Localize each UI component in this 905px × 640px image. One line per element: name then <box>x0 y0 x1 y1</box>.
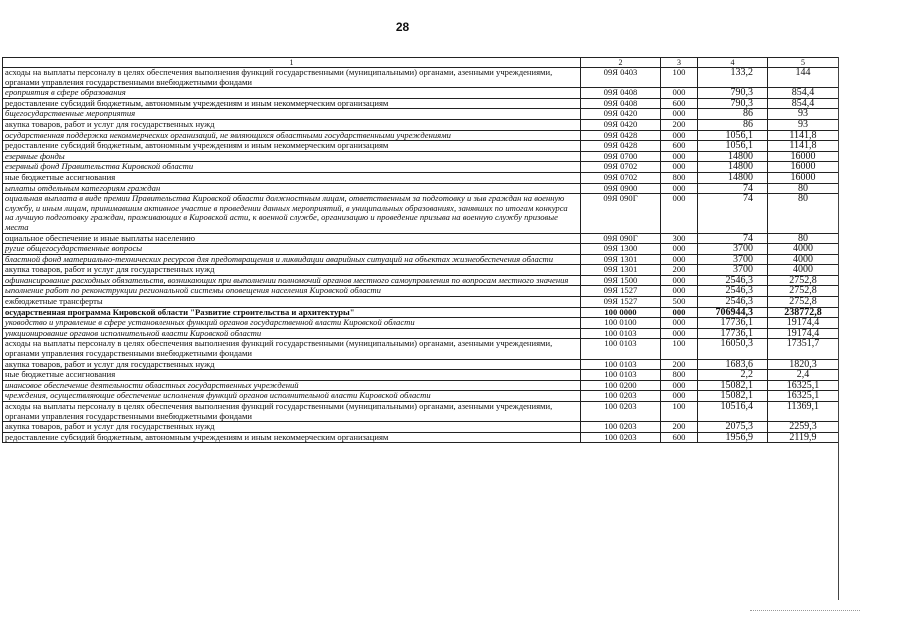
row-value-2014: 3700 <box>698 244 768 255</box>
row-name: оциальная выплата в виде премии Правительства Кировской области должностным лицам, ответственным за подготовку и зыв граждан на военную службу, и иным лицам, принимавшим активное участие в проведении данных мероприятий, в униципальных образованиях, занявших по итогам конкурса на лучшую подготовку граждан, проживающих в Кировской асти, к военной службе, организацию и проведение призыва на военную службу призовые места <box>3 194 581 233</box>
row-name: осударственная программа Кировской области "Развитие строительства и архитектуры" <box>3 307 581 318</box>
row-expense-type: 200 <box>661 119 698 130</box>
row-expense-type: 000 <box>661 275 698 286</box>
row-value-2014: 15082,1 <box>698 380 768 391</box>
header-col-1: 1 <box>3 58 581 68</box>
row-name: ежбюджетные трансферты <box>3 297 581 308</box>
table-row <box>3 339 839 359</box>
row-expense-type: 000 <box>661 244 698 255</box>
table-row <box>3 151 839 162</box>
row-name: инансовое обеспечение деятельности областных государственных учреждений <box>3 380 581 391</box>
row-expense-type: 000 <box>661 391 698 402</box>
right-margin-line <box>838 57 839 600</box>
row-code: 100 0103 <box>581 328 661 339</box>
table-row <box>3 88 839 99</box>
row-name: ыполнение работ по реконструкции региональной системы оповещения населения Кировской области <box>3 286 581 297</box>
row-name: ные бюджетные ассигнования <box>3 370 581 381</box>
row-name: ероприятия в сфере образования <box>3 88 581 99</box>
row-value-2014: 1056,1 <box>698 141 768 152</box>
row-code: 100 0100 <box>581 318 661 329</box>
row-name: бластной фонд материально-технических ресурсов для предотвращения и ликвидации аварийных ситуаций на объектах жизнеобеспечения области <box>3 254 581 265</box>
table-row <box>3 380 839 391</box>
row-value-2015: 16000 <box>768 151 839 162</box>
row-name: редоставление субсидий бюджетным, автономным учреждениям и иным некоммерческим организациям <box>3 432 581 443</box>
row-code: 09Я 0702 <box>581 162 661 173</box>
row-expense-type: 300 <box>661 233 698 244</box>
row-value-2015: 2752,8 <box>768 286 839 297</box>
row-code: 09Я 1527 <box>581 286 661 297</box>
row-value-2015: 2259,3 <box>768 422 839 433</box>
row-code: 09Я 1300 <box>581 244 661 255</box>
row-expense-type: 600 <box>661 141 698 152</box>
row-value-2015: 11369,1 <box>768 402 839 422</box>
row-value-2015: 4000 <box>768 244 839 255</box>
row-name: чреждения, осуществляющие обеспечение исполнения функций органов исполнительной власти Кировской области <box>3 391 581 402</box>
row-name: асходы на выплаты персоналу в целях обеспечения выполнения функций государственными (муниципальными) органами, азенными учреждениями, органами управления государственными внебюджетными фондами <box>3 402 581 422</box>
row-expense-type: 000 <box>661 194 698 233</box>
table-row <box>3 432 839 443</box>
row-expense-type: 000 <box>661 286 698 297</box>
row-value-2014: 16050,3 <box>698 339 768 359</box>
table-row <box>3 391 839 402</box>
row-code: 09Я 0428 <box>581 130 661 141</box>
row-code: 100 0203 <box>581 402 661 422</box>
table-row <box>3 422 839 433</box>
table-row <box>3 162 839 173</box>
row-name: езервный фонд Правительства Кировской области <box>3 162 581 173</box>
table-row <box>3 172 839 183</box>
row-expense-type: 600 <box>661 98 698 109</box>
row-expense-type: 000 <box>661 162 698 173</box>
row-expense-type: 000 <box>661 183 698 194</box>
row-code: 100 0203 <box>581 432 661 443</box>
row-code: 100 0103 <box>581 359 661 370</box>
row-code: 09Я 1527 <box>581 297 661 308</box>
row-value-2015: 1141,8 <box>768 141 839 152</box>
row-value-2014: 2,2 <box>698 370 768 381</box>
table-row <box>3 275 839 286</box>
row-code: 100 0200 <box>581 380 661 391</box>
table-row <box>3 402 839 422</box>
row-name: бщегосударственные мероприятия <box>3 109 581 120</box>
row-code: 09Я 0428 <box>581 141 661 152</box>
page-number: 28 <box>395 20 410 34</box>
row-value-2015: 16000 <box>768 162 839 173</box>
row-value-2015: 4000 <box>768 265 839 276</box>
row-expense-type: 500 <box>661 297 698 308</box>
row-code: 09Я 0408 <box>581 98 661 109</box>
row-value-2014: 706944,3 <box>698 307 768 318</box>
row-value-2015: 80 <box>768 233 839 244</box>
row-name: редоставление субсидий бюджетным, автономным учреждениям и иным некоммерческим организациям <box>3 141 581 152</box>
row-code: 09Я 0700 <box>581 151 661 162</box>
row-code: 09Я 090Г <box>581 194 661 233</box>
row-name: офинансирование расходных обязательств, возникающих при выполнении полномочий органов местного самоуправления по вопросам местного значения <box>3 275 581 286</box>
table-row <box>3 286 839 297</box>
row-name: акупка товаров, работ и услуг для государственных нужд <box>3 265 581 276</box>
row-expense-type: 000 <box>661 88 698 99</box>
row-value-2015: 238772,8 <box>768 307 839 318</box>
row-expense-type: 000 <box>661 109 698 120</box>
row-value-2014: 86 <box>698 119 768 130</box>
budget-table <box>2 57 839 443</box>
table-row <box>3 68 839 88</box>
row-value-2014: 15082,1 <box>698 391 768 402</box>
row-expense-type: 000 <box>661 130 698 141</box>
row-code: 09Я 0408 <box>581 88 661 99</box>
row-expense-type: 100 <box>661 402 698 422</box>
row-value-2015: 144 <box>768 68 839 88</box>
table-row <box>3 98 839 109</box>
header-col-4: 4 <box>698 58 768 68</box>
row-code: 09Я 1301 <box>581 254 661 265</box>
table-row <box>3 233 839 244</box>
row-expense-type: 200 <box>661 422 698 433</box>
row-name: ункционирование органов исполнительной власти Кировской области <box>3 328 581 339</box>
row-value-2014: 86 <box>698 109 768 120</box>
table-row <box>3 130 839 141</box>
table-row <box>3 194 839 233</box>
table-row <box>3 254 839 265</box>
row-expense-type: 000 <box>661 318 698 329</box>
row-value-2015: 80 <box>768 194 839 233</box>
row-value-2015: 80 <box>768 183 839 194</box>
row-value-2015: 16325,1 <box>768 391 839 402</box>
row-code: 100 0103 <box>581 370 661 381</box>
row-expense-type: 000 <box>661 328 698 339</box>
row-value-2014: 3700 <box>698 254 768 265</box>
row-code: 100 0203 <box>581 422 661 433</box>
row-expense-type: 100 <box>661 339 698 359</box>
row-value-2015: 1141,8 <box>768 130 839 141</box>
row-expense-type: 100 <box>661 68 698 88</box>
row-value-2015: 17351,7 <box>768 339 839 359</box>
table-row <box>3 328 839 339</box>
row-expense-type: 200 <box>661 265 698 276</box>
row-value-2015: 2119,9 <box>768 432 839 443</box>
row-name: асходы на выплаты персоналу в целях обеспечения выполнения функций государственными (муниципальными) органами, азенными учреждениями, органами управления государственными внебюджетными фондами <box>3 68 581 88</box>
row-value-2015: 19174,4 <box>768 318 839 329</box>
row-code: 100 0000 <box>581 307 661 318</box>
row-code: 100 0203 <box>581 391 661 402</box>
row-expense-type: 200 <box>661 359 698 370</box>
row-name: акупка товаров, работ и услуг для государственных нужд <box>3 422 581 433</box>
row-value-2014: 74 <box>698 233 768 244</box>
scan-artifact <box>750 610 860 611</box>
row-code: 09Я 090Г <box>581 233 661 244</box>
row-value-2014: 17736,1 <box>698 328 768 339</box>
table-row <box>3 109 839 120</box>
row-name: ные бюджетные ассигнования <box>3 172 581 183</box>
row-value-2014: 1956,9 <box>698 432 768 443</box>
row-value-2015: 16000 <box>768 172 839 183</box>
table-row <box>3 183 839 194</box>
row-code: 09Я 1500 <box>581 275 661 286</box>
row-value-2015: 854,4 <box>768 88 839 99</box>
row-value-2015: 19174,4 <box>768 328 839 339</box>
row-name: асходы на выплаты персоналу в целях обеспечения выполнения функций государственными (муниципальными) органами, азенными учреждениями, органами управления государственными внебюджетными фондами <box>3 339 581 359</box>
row-value-2014: 2075,3 <box>698 422 768 433</box>
row-value-2014: 1056,1 <box>698 130 768 141</box>
row-value-2015: 16325,1 <box>768 380 839 391</box>
row-name: акупка товаров, работ и услуг для государственных нужд <box>3 359 581 370</box>
table-row <box>3 244 839 255</box>
row-expense-type: 600 <box>661 432 698 443</box>
row-value-2014: 3700 <box>698 265 768 276</box>
row-value-2015: 2752,8 <box>768 275 839 286</box>
row-code: 09Я 0420 <box>581 109 661 120</box>
table-header-row <box>3 58 839 68</box>
row-code: 09Я 1301 <box>581 265 661 276</box>
row-name: уководство и управление в сфере установленных функций органов государственной власти Кировской области <box>3 318 581 329</box>
table-row <box>3 265 839 276</box>
table-row <box>3 318 839 329</box>
row-value-2015: 1820,3 <box>768 359 839 370</box>
row-value-2015: 93 <box>768 119 839 130</box>
row-code: 09Я 0420 <box>581 119 661 130</box>
row-code: 100 0103 <box>581 339 661 359</box>
row-value-2014: 14800 <box>698 151 768 162</box>
row-expense-type: 000 <box>661 380 698 391</box>
row-code: 09Я 0403 <box>581 68 661 88</box>
row-name: ругие общегосударственные вопросы <box>3 244 581 255</box>
row-name: ыплаты отдельным категориям граждан <box>3 183 581 194</box>
row-code: 09Я 0900 <box>581 183 661 194</box>
row-value-2014: 2546,3 <box>698 297 768 308</box>
table-row <box>3 119 839 130</box>
row-value-2015: 93 <box>768 109 839 120</box>
row-value-2015: 854,4 <box>768 98 839 109</box>
row-value-2014: 14800 <box>698 162 768 173</box>
row-value-2014: 2546,3 <box>698 286 768 297</box>
row-name: редоставление субсидий бюджетным, автономным учреждениям и иным некоммерческим организациям <box>3 98 581 109</box>
row-value-2014: 74 <box>698 194 768 233</box>
table-row <box>3 359 839 370</box>
row-value-2014: 790,3 <box>698 88 768 99</box>
row-expense-type: 000 <box>661 151 698 162</box>
row-value-2014: 17736,1 <box>698 318 768 329</box>
row-value-2014: 133,2 <box>698 68 768 88</box>
row-value-2014: 790,3 <box>698 98 768 109</box>
row-value-2015: 2752,8 <box>768 297 839 308</box>
table-row <box>3 370 839 381</box>
row-name: осударственная поддержка некоммерческих организаций, не являющихся областными государственными учреждениями <box>3 130 581 141</box>
row-name: оциальное обеспечение и иные выплаты населению <box>3 233 581 244</box>
row-name: езервные фонды <box>3 151 581 162</box>
table-row <box>3 141 839 152</box>
row-expense-type: 000 <box>661 254 698 265</box>
row-value-2014: 2546,3 <box>698 275 768 286</box>
header-col-5: 5 <box>768 58 839 68</box>
row-value-2014: 74 <box>698 183 768 194</box>
row-value-2015: 4000 <box>768 254 839 265</box>
table-row <box>3 307 839 318</box>
row-code: 09Я 0702 <box>581 172 661 183</box>
row-value-2014: 14800 <box>698 172 768 183</box>
row-value-2014: 10516,4 <box>698 402 768 422</box>
row-value-2014: 1683,6 <box>698 359 768 370</box>
row-value-2015: 2,4 <box>768 370 839 381</box>
header-col-3: 3 <box>661 58 698 68</box>
row-expense-type: 000 <box>661 307 698 318</box>
header-col-2: 2 <box>581 58 661 68</box>
row-expense-type: 800 <box>661 172 698 183</box>
row-expense-type: 800 <box>661 370 698 381</box>
row-name: акупка товаров, работ и услуг для государственных нужд <box>3 119 581 130</box>
table-row <box>3 297 839 308</box>
